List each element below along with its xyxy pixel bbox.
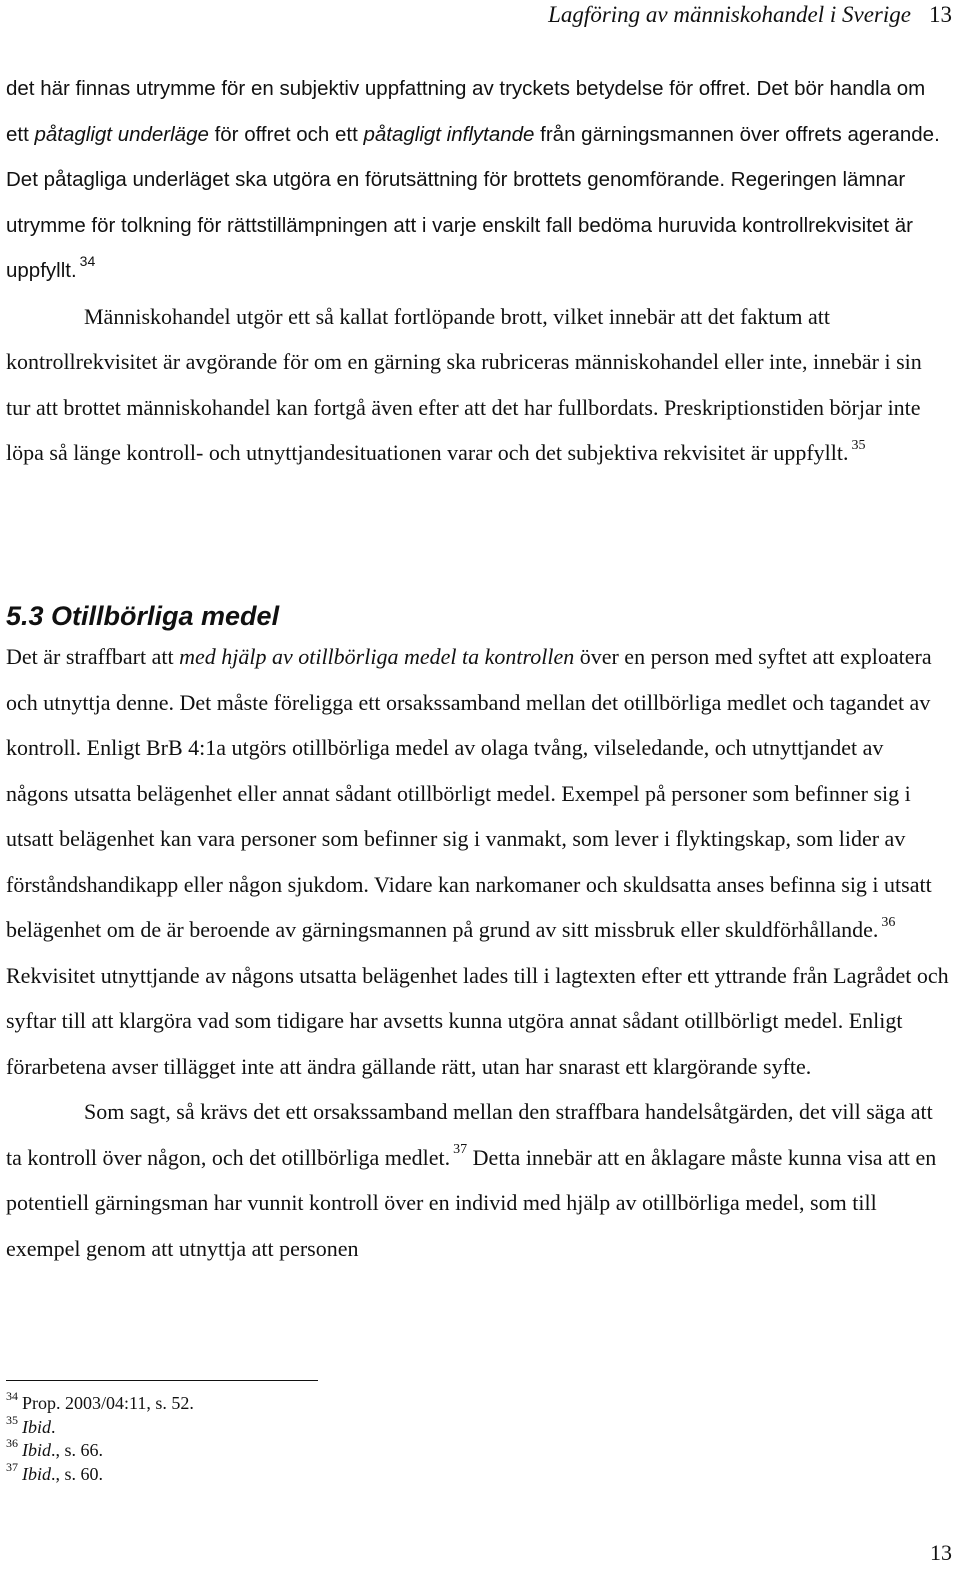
paragraph-improper-means [6,634,950,1089]
footnote-ref-34[interactable]: 34 [79,253,96,270]
footnote-text: . [51,1416,56,1437]
paragraph-continuing-crime [6,294,950,476]
footnote-text: Prop. 2003/04:11, s. 52. [22,1393,194,1413]
text-run: för offret och ett [208,122,364,146]
text-run: Det är straffbart att [6,644,180,669]
footnote-37 [6,1459,194,1487]
page-number: 13 [930,1540,952,1565]
text-run: Rekvisitet utnyttjande av någons utsatta belägenhet lades till i lagtexten efter ett yttrande från Lagrådet och syftar till att klargöra vad som tidigare har avsetts kunna utgöra annat sådant otillbörligt medel. Enligt förarbetena avser tillägget inte att ändra gällande rätt, utan har snarast ett klargörande syfte. [6,962,949,1079]
footnote-text: ., s. 60. [51,1463,104,1484]
footnote-divider [6,1380,318,1381]
footnote-ref-37[interactable]: 37 [453,1142,468,1158]
text-run: Som sagt, så krävs det ett orsakssamband mellan den straffbara handelsåtgärden, det vill säga att ta kontroll över någon, och det otillbörliga medlet. [6,1099,933,1170]
footnotes [6,1389,194,1486]
running-header-title: Lagföring av människohandel i Sverige [548,2,911,27]
text-run: Människohandel utgör ett så kallat fortlöpande brott, vilket innebär att det faktum att kontrollrekvisitet är avgörande för om en gärning ska rubriceras människohandel eller inte, innebär i sin tur att brottet människohandel kan fortgå även efter att det har fullbordats. Preskriptionstiden börjar inte löpa så länge kontroll- och utnyttjandesituationen varar och det subjektiva rekvisitet är uppfyllt. [6,303,922,465]
running-header-page-number: 13 [929,2,952,27]
footnote-italic-text: Ibid [22,1463,51,1484]
text-run: från gärningsmannen över offrets agerande. Det påtagliga underläget ska utgöra en förutsättning för brottets genomförande. [6,122,940,191]
emphasis-text: påtagligt underläge [34,122,209,146]
running-header [548,0,952,30]
section-continuation [6,66,950,476]
emphasis-text: med hjälp av otillbörliga medel ta kontrollen [179,644,575,669]
footnote-35 [6,1412,194,1440]
footnote-italic-text: Ibid [22,1440,51,1460]
footnote-number: 36 [6,1436,18,1450]
footnote-36 [6,1436,194,1463]
footnote-number: 35 [6,1412,18,1427]
footnote-34 [6,1389,194,1416]
footnote-ref-36[interactable]: 36 [881,914,896,930]
text-run: det här finnas utrymme för en subjektiv uppfattning av tryckets betydelse för offret. Det bör handla om ett [6,77,926,146]
paragraph-causality [6,1089,950,1271]
footnote-number: 34 [6,1389,18,1403]
text-run: Regeringen lämnar utrymme för tolkning för rättstillämpningen att i varje enskilt fall bedöma huruvida kontrollrekvisitet är uppfyllt. [6,168,913,282]
emphasis-text: påtagligt inflytande [363,122,535,146]
text-run: Detta innebär att en åklagare måste kunna visa att en potentiell gärningsman har vunnit kontroll över en individ med hjälp av otillbörliga medel, som till exempel genom att utnyttja att personen [6,1144,937,1261]
section-improper-means [6,634,950,1271]
text-run: över en person med syftet att exploatera och utnyttja denne. Det måste föreligga ett orsakssamband mellan det otillbörliga medlet och tagandet av kontroll. Enligt BrB 4:1a utgörs otillbörliga medel av olaga tvång, vilseledande, och utnyttjandet av någons utsatta belägenhet eller annat sådant otillbörligt medel. Exempel på personer som befinner sig i utsatt belägenhet kan vara personer som befinner sig i vanmakt, som lever i flyktingskap, som lider av förståndshandikapp eller någon sjukdom. Vidare kan narkomaner och skuldsatta anses befinna sig i utsatt belägenhet om de är beroende av gärningsmannen på grund av sitt missbruk eller skuldförhållande. [6,644,932,942]
footnote-italic-text: Ibid [22,1416,51,1437]
section-heading: 5.3 Otillbörliga medel [6,601,280,631]
footnote-ref-35[interactable]: 35 [851,437,866,453]
footnote-text: ., s. 66. [51,1440,104,1460]
paragraph-control-requirement [6,66,950,294]
footnote-number: 37 [6,1459,18,1474]
